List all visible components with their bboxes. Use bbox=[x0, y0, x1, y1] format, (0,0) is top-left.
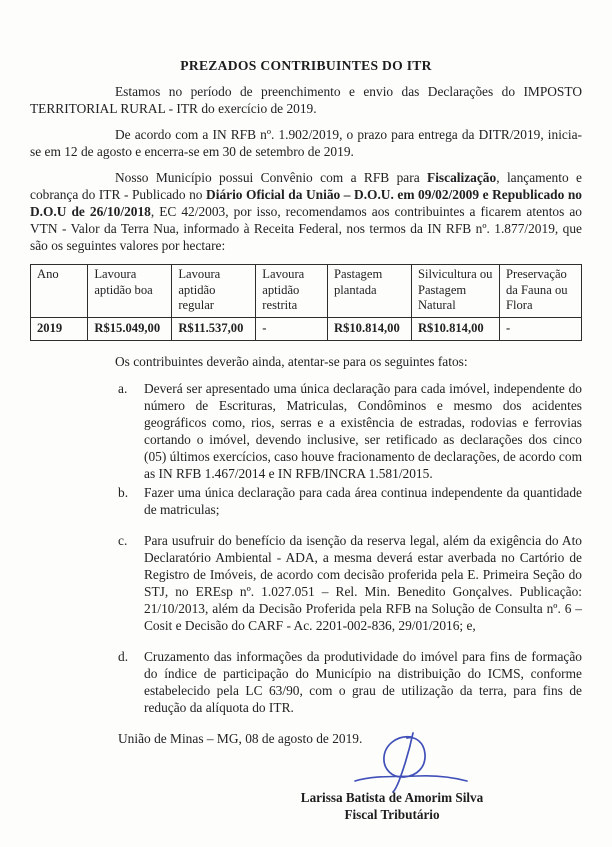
list-item-label: c. bbox=[118, 533, 128, 548]
cell-preservacao: - bbox=[500, 317, 582, 341]
paragraph-filling-period: Estamos no período de preenchimento e envio das Declarações do IMPOSTO TERRITORIAL RURAL - ITR do exercício de 2019. bbox=[30, 84, 582, 116]
list-item-text: Fazer uma única declaração para cada área continua independente da quantidade de matriculas; bbox=[144, 485, 582, 517]
col-header-silvicultura: Silvicultura ou Pastagem Natural bbox=[411, 265, 499, 318]
col-header-preservacao: Preservação da Fauna ou Flora bbox=[500, 265, 582, 318]
col-header-pastagem-plantada: Pastagem plantada bbox=[327, 265, 411, 318]
table-row-2019 bbox=[31, 317, 582, 341]
list-intro: Os contribuintes deverão ainda, atentar-se para os seguintes fatos: bbox=[115, 354, 468, 369]
col-header-lavoura-restrita: Lavoura aptidão restrita bbox=[256, 265, 328, 318]
col-header-lavoura-regular: Lavoura aptidão regular bbox=[172, 265, 256, 318]
date-line: União de Minas – MG, 08 de agosto de 2019. bbox=[118, 731, 363, 746]
list-item-label: a. bbox=[118, 381, 128, 396]
vtn-values-table bbox=[30, 264, 582, 341]
list-item-d bbox=[118, 648, 582, 716]
signature-role: Fiscal Tributário bbox=[344, 807, 440, 822]
signature-name: Larissa Batista de Amorim Silva bbox=[300, 790, 484, 805]
cell-ano: 2019 bbox=[31, 317, 88, 341]
list-item-text: Para usufruir do benefício da isenção da reserva legal, além da exigência do Ato Declaratório Ambiental - ADA, a mesma deverá estar averbada no Cartório de Registro de Imóveis, de acordo com decisão proferida pela E. Primeira Seção do STJ, no EREsp nº. 1.027.051 – Rel. Min. Benedito Gonçalves. Publicação: 21/10/2013, além da Decisão Proferida pela RFB na Solução de Consulta nº. 6 – Cosit e Decisão do CARF - Ac. 2201-002-836, 29/01/2016; e, bbox=[144, 533, 582, 633]
cell-lavoura-restrita: - bbox=[256, 317, 328, 341]
page-title: PREZADOS CONTRIBUINTES DO ITR bbox=[180, 58, 432, 73]
paragraph-convenio: Nosso Município possui Convênio com a RFB para Fiscalização, lançamento e cobrança do ITR - Publicado no Diário Oficial da União – D.O.U. em 09/02/2009 e Republicado no D.O.U de 26/10/2018, EC 42/2003, por isso, recomendamos aos contribuintes a ficarem atentos ao VTN - Valor da Terra Nua, informado à Receita Federal, nos termos da IN RFB nº. 1.877/2019, que são os seguintes valores por hectare: bbox=[30, 170, 582, 253]
col-header-lavoura-boa: Lavoura aptidão boa bbox=[88, 265, 172, 318]
list-item-label: d. bbox=[118, 649, 129, 664]
list-item-a bbox=[118, 380, 582, 482]
paragraph-deadline: De acordo com a IN RFB nº. 1.902/2019, o prazo para entrega da DITR/2019, inicia-se em 12 de agosto e encerra-se em 30 de setembro de 2019. bbox=[30, 127, 582, 159]
facts-list bbox=[118, 380, 582, 716]
cell-lavoura-boa: R$15.049,00 bbox=[88, 317, 172, 341]
table-header-row bbox=[31, 265, 582, 318]
list-item-label: b. bbox=[118, 485, 129, 500]
list-item-text: Deverá ser apresentado uma única declaração para cada imóvel, independente do número de Escrituras, Matriculas, Condôminos e mesmo dos acidentes geográficos como, rios, serras e a existência de estradas, rodovias e ferrovias cortando o imóvel, devendo inclusive, ser retificado as declarações dos cinco (05) últimos exercícios, caso houve fracionamento de declarações, de acordo com as IN RFB 1.467/2014 e IN RFB/INCRA 1.581/2015. bbox=[144, 381, 582, 481]
list-item-c bbox=[118, 532, 582, 634]
cell-silvicultura: R$10.814,00 bbox=[411, 317, 499, 341]
list-item-text: Cruzamento das informações da produtividade do imóvel para fins de formação do índice de participação do Município na distribuição do ICMS, conforme estabelecido pela LC 63/90, com o grau de utilização da terra, para fins de redução da alíquota do ITR. bbox=[144, 649, 582, 715]
cell-pastagem-plantada: R$10.814,00 bbox=[327, 317, 411, 341]
list-item-b bbox=[118, 484, 582, 518]
signature-block bbox=[242, 731, 542, 823]
handwritten-signature-icon bbox=[337, 731, 487, 795]
col-header-ano: Ano bbox=[31, 265, 88, 318]
cell-lavoura-regular: R$11.537,00 bbox=[172, 317, 256, 341]
